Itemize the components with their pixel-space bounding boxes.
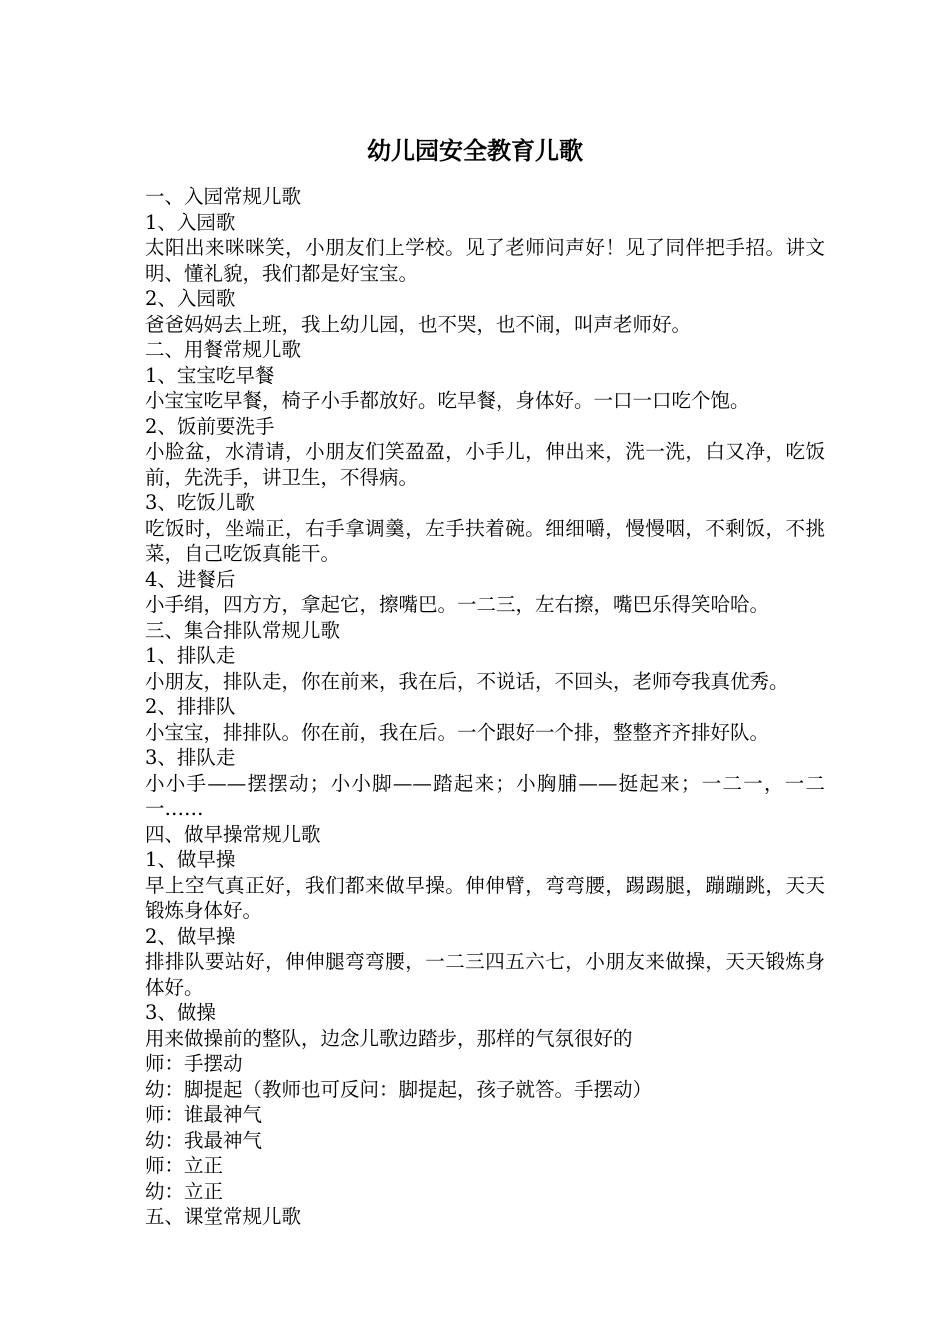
song-title: 2、饭前要洗手	[145, 414, 275, 438]
dialog-line: 师：谁最神气	[145, 1103, 263, 1126]
song-title: 1、入园歌	[145, 210, 236, 234]
dialog-line: 幼：脚提起（教师也可反问：脚提起，孩子就答。手摆动）	[145, 1077, 653, 1101]
dialog-line: 师：手摆动	[145, 1052, 243, 1075]
song-title: 1、宝宝吃早餐	[145, 363, 275, 387]
song-lyrics: 小宝宝吃早餐，椅子小手都放好。吃早餐，身体好。一口一口吃个饱。	[145, 389, 750, 412]
song-lyrics: 小小手——摆摆动；小小脚——踏起来；小胸脯——挺起来；一二一，一二一……	[145, 771, 825, 820]
song-title: 3、吃饭儿歌	[145, 491, 255, 514]
section-heading: 二、用餐常规儿歌	[145, 338, 302, 361]
dialog-line: 师：立正	[145, 1154, 224, 1177]
section-heading: 五、课堂常规儿歌	[145, 1205, 302, 1228]
dialog-line: 幼：我最神气	[145, 1128, 263, 1152]
section-heading: 三、集合排队常规儿歌	[145, 618, 341, 642]
section-heading: 四、做早操常规儿歌	[145, 822, 321, 846]
song-lyrics: 吃饭时，坐端正，右手拿调羹，左手扶着碗。细细嚼，慢慢咽，不剩饭，不挑菜，自己吃饭真能干。	[145, 516, 825, 565]
song-title: 1、做早操	[145, 848, 236, 871]
song-lyrics: 用来做操前的整队，边念儿歌边踏步，那样的气氛很好的	[145, 1026, 633, 1050]
song-title: 3、做操	[145, 1001, 216, 1024]
dialog-line: 幼：立正	[145, 1179, 224, 1203]
song-title: 1、排队走	[145, 644, 236, 667]
document-body	[145, 184, 825, 1230]
song-lyrics: 排排队要站好，伸伸腿弯弯腰，一二三四五六七，小朋友来做操，天天锻炼身体好。	[145, 950, 825, 999]
song-lyrics: 小朋友，排队走，你在前来，我在后，不说话，不回头，老师夸我真优秀。	[145, 669, 789, 693]
song-lyrics: 太阳出来咪咪笑，小朋友们上学校。见了老师问声好！见了同伴把手招。讲文明、懂礼貌，我们都是好宝宝。	[145, 236, 825, 285]
song-title: 2、排排队	[145, 695, 236, 718]
song-lyrics: 早上空气真正好，我们都来做早操。伸伸臂，弯弯腰，踢踢腿，蹦蹦跳，天天锻炼身体好。	[145, 873, 825, 922]
song-title: 3、排队走	[145, 746, 236, 769]
section-heading: 一、入园常规儿歌	[145, 185, 302, 208]
song-title: 2、做早操	[145, 924, 236, 948]
song-lyrics: 小手绢，四方方，拿起它，擦嘴巴。一二三，左右擦，嘴巴乐得笑哈哈。	[145, 593, 770, 616]
song-title: 2、入园歌	[145, 287, 236, 310]
document-title: 幼儿园安全教育儿歌	[367, 136, 583, 165]
song-lyrics: 小脸盆，水清请，小朋友们笑盈盈，小手儿，伸出来，洗一洗，白又净，吃饭前，先洗手，讲卫生，不得病。	[145, 440, 825, 489]
song-lyrics: 小宝宝，排排队。你在前，我在后。一个跟好一个排，整整齐齐排好队。	[145, 720, 770, 744]
song-lyrics: 爸爸妈妈去上班，我上幼儿园，也不哭，也不闹，叫声老师好。	[145, 312, 692, 336]
song-title: 4、进餐后	[145, 567, 236, 591]
